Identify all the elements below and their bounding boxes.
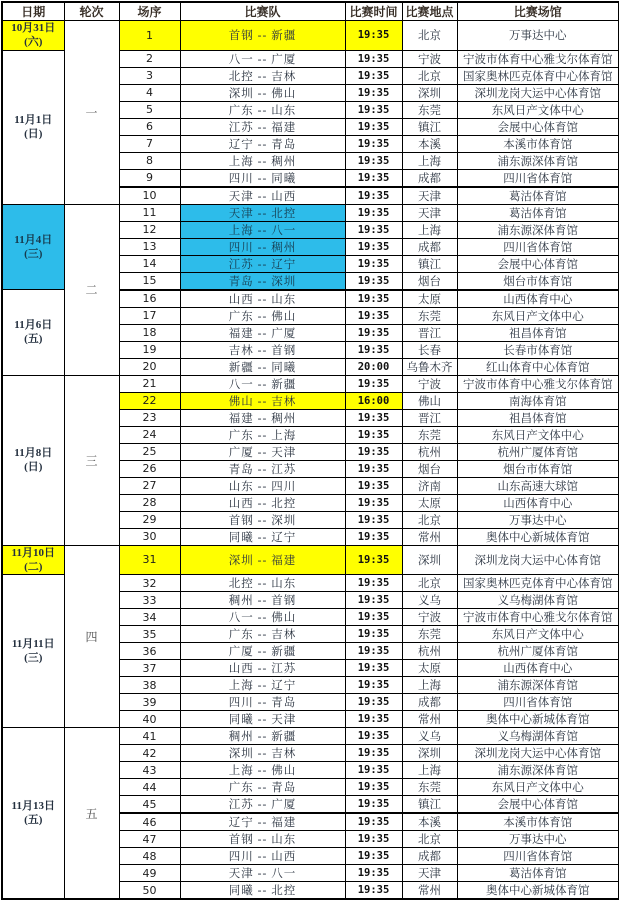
cell-time: 19:35 [345, 609, 402, 626]
cell-time: 19:35 [345, 575, 402, 592]
cell-teams: 江苏 -- 辽宁 [180, 255, 345, 272]
cell-time: 19:35 [345, 711, 402, 728]
cell-venue: 烟台市体育馆 [457, 460, 619, 477]
cell-teams: 深圳 -- 福建 [180, 545, 345, 575]
cell-seq: 46 [119, 813, 180, 831]
header-venue: 比赛场馆 [457, 2, 619, 21]
cell-time: 19:35 [345, 187, 402, 205]
cell-seq: 47 [119, 831, 180, 848]
cell-date [2, 375, 64, 545]
date-label: 11月1日 [14, 113, 53, 126]
table-row [2, 728, 619, 745]
cell-time: 19:35 [345, 118, 402, 135]
cell-seq: 4 [119, 84, 180, 101]
cell-venue: 深圳龙岗大运中心体育馆 [457, 745, 619, 762]
cell-round: 一 [64, 21, 119, 205]
cell-seq: 1 [119, 21, 180, 51]
cell-time: 16:00 [345, 392, 402, 409]
cell-venue: 祖昌体育馆 [457, 324, 619, 341]
cell-seq: 5 [119, 101, 180, 118]
cell-teams: 八一 -- 佛山 [180, 609, 345, 626]
cell-time: 19:35 [345, 592, 402, 609]
cell-teams: 广东 -- 青岛 [180, 779, 345, 796]
cell-seq: 33 [119, 592, 180, 609]
cell-place: 成都 [402, 694, 457, 711]
date-weekday: (六) [24, 36, 43, 49]
cell-seq: 43 [119, 762, 180, 779]
cell-teams: 广东 -- 上海 [180, 426, 345, 443]
cell-time: 19:35 [345, 169, 402, 187]
cell-venue: 四川省体育馆 [457, 848, 619, 865]
cell-venue: 长春市体育馆 [457, 341, 619, 358]
cell-seq: 27 [119, 477, 180, 494]
cell-venue: 山西体育中心 [457, 290, 619, 308]
cell-teams: 广东 -- 佛山 [180, 307, 345, 324]
cell-time: 19:35 [345, 255, 402, 272]
cell-seq: 8 [119, 152, 180, 169]
cell-seq: 26 [119, 460, 180, 477]
cell-teams: 稠州 -- 首钢 [180, 592, 345, 609]
cell-seq: 40 [119, 711, 180, 728]
cell-venue: 义乌梅湖体育馆 [457, 592, 619, 609]
cell-venue: 祖昌体育馆 [457, 409, 619, 426]
cell-time: 19:35 [345, 511, 402, 528]
cell-teams: 八一 -- 新疆 [180, 375, 345, 392]
date-label: 10月31日 [11, 22, 56, 34]
cell-time: 19:35 [345, 660, 402, 677]
cell-time: 19:35 [345, 409, 402, 426]
cell-teams: 深圳 -- 佛山 [180, 84, 345, 101]
cell-time: 19:35 [345, 272, 402, 290]
cell-venue: 烟台市体育馆 [457, 272, 619, 290]
cell-place: 上海 [402, 221, 457, 238]
cell-teams: 天津 -- 八一 [180, 865, 345, 882]
cell-seq: 3 [119, 67, 180, 84]
cell-teams: 上海 -- 佛山 [180, 762, 345, 779]
cell-time: 19:35 [345, 677, 402, 694]
cell-teams: 四川 -- 稠州 [180, 238, 345, 255]
cell-seq: 49 [119, 865, 180, 882]
cell-place: 镇江 [402, 255, 457, 272]
cell-venue: 四川省体育馆 [457, 694, 619, 711]
cell-time: 19:35 [345, 745, 402, 762]
cell-round: 三 [64, 375, 119, 545]
date-weekday: (二) [24, 560, 43, 573]
cell-seq: 39 [119, 694, 180, 711]
cell-time: 19:35 [345, 728, 402, 745]
schedule-table [1, 1, 619, 900]
cell-teams: 四川 -- 山西 [180, 848, 345, 865]
cell-seq: 23 [119, 409, 180, 426]
date-label: 11月13日 [11, 799, 55, 812]
cell-place: 成都 [402, 238, 457, 255]
date-label: 11月6日 [14, 319, 53, 332]
table-row [2, 21, 619, 51]
cell-teams: 山东 -- 四川 [180, 477, 345, 494]
cell-venue: 浦东源深体育馆 [457, 762, 619, 779]
cell-teams: 北控 -- 吉林 [180, 67, 345, 84]
cell-seq: 45 [119, 796, 180, 814]
cell-time: 19:35 [345, 375, 402, 392]
cell-date [2, 50, 64, 204]
cell-time: 19:35 [345, 324, 402, 341]
cell-teams: 同曦 -- 辽宁 [180, 528, 345, 545]
cell-date [2, 290, 64, 376]
cell-place: 杭州 [402, 443, 457, 460]
cell-place: 上海 [402, 152, 457, 169]
cell-time: 19:35 [345, 101, 402, 118]
date-weekday: (日) [24, 461, 43, 474]
cell-time: 19:35 [345, 221, 402, 238]
cell-teams: 天津 -- 北控 [180, 204, 345, 221]
cell-seq: 9 [119, 169, 180, 187]
cell-venue: 国家奥林匹克体育中心体育馆 [457, 67, 619, 84]
cell-teams: 稠州 -- 新疆 [180, 728, 345, 745]
cell-place: 晋江 [402, 409, 457, 426]
cell-time: 19:35 [345, 643, 402, 660]
cell-venue: 红山体育中心体育馆 [457, 358, 619, 375]
cell-seq: 12 [119, 221, 180, 238]
cell-seq: 42 [119, 745, 180, 762]
header-round: 轮次 [64, 2, 119, 21]
cell-venue: 宁波市体育中心雅戈尔体育馆 [457, 609, 619, 626]
cell-seq: 28 [119, 494, 180, 511]
cell-seq: 32 [119, 575, 180, 592]
cell-round: 四 [64, 545, 119, 728]
cell-teams: 广厦 -- 天津 [180, 443, 345, 460]
cell-seq: 30 [119, 528, 180, 545]
cell-place: 东莞 [402, 101, 457, 118]
table-row [2, 545, 619, 575]
cell-seq: 6 [119, 118, 180, 135]
cell-place: 东莞 [402, 626, 457, 643]
cell-place: 常州 [402, 711, 457, 728]
cell-date [2, 204, 64, 290]
cell-place: 东莞 [402, 307, 457, 324]
cell-teams: 辽宁 -- 青岛 [180, 135, 345, 152]
cell-venue: 万事达中心 [457, 831, 619, 848]
cell-teams: 四川 -- 同曦 [180, 169, 345, 187]
cell-seq: 36 [119, 643, 180, 660]
cell-teams: 青岛 -- 深圳 [180, 272, 345, 290]
cell-venue: 深圳龙岗大运中心体育馆 [457, 84, 619, 101]
cell-place: 太原 [402, 660, 457, 677]
cell-place: 烟台 [402, 272, 457, 290]
cell-place: 宁波 [402, 50, 457, 67]
cell-seq: 34 [119, 609, 180, 626]
cell-seq: 2 [119, 50, 180, 67]
cell-teams: 广东 -- 吉林 [180, 626, 345, 643]
cell-place: 长春 [402, 341, 457, 358]
cell-seq: 15 [119, 272, 180, 290]
cell-place: 太原 [402, 290, 457, 308]
cell-venue: 葛沽体育馆 [457, 204, 619, 221]
cell-time: 19:35 [345, 460, 402, 477]
cell-place: 深圳 [402, 84, 457, 101]
date-label: 11月4日 [14, 233, 53, 246]
cell-place: 常州 [402, 528, 457, 545]
header-time: 比赛时间 [345, 2, 402, 21]
cell-place: 北京 [402, 67, 457, 84]
cell-seq: 44 [119, 779, 180, 796]
header-row [2, 2, 619, 21]
cell-teams: 青岛 -- 江苏 [180, 460, 345, 477]
cell-teams: 佛山 -- 吉林 [180, 392, 345, 409]
header-seq: 场序 [119, 2, 180, 21]
cell-date [2, 21, 64, 51]
cell-venue: 本溪市体育馆 [457, 813, 619, 831]
cell-venue: 奥体中心新城体育馆 [457, 711, 619, 728]
cell-time: 19:35 [345, 21, 402, 51]
cell-venue: 山西体育中心 [457, 660, 619, 677]
cell-time: 19:35 [345, 204, 402, 221]
cell-teams: 深圳 -- 吉林 [180, 745, 345, 762]
cell-venue: 东风日产文体中心 [457, 307, 619, 324]
cell-teams: 江苏 -- 广厦 [180, 796, 345, 814]
cell-venue: 浦东源深体育馆 [457, 152, 619, 169]
cell-venue: 四川省体育馆 [457, 169, 619, 187]
cell-time: 19:35 [345, 796, 402, 814]
cell-time: 19:35 [345, 831, 402, 848]
cell-seq: 38 [119, 677, 180, 694]
cell-seq: 50 [119, 882, 180, 900]
cell-venue: 葛沽体育馆 [457, 187, 619, 205]
cell-time: 19:35 [345, 528, 402, 545]
cell-venue: 深圳龙岗大运中心体育馆 [457, 545, 619, 575]
cell-teams: 福建 -- 稠州 [180, 409, 345, 426]
cell-teams: 新疆 -- 同曦 [180, 358, 345, 375]
date-label: 11月8日 [14, 446, 53, 459]
cell-time: 19:35 [345, 882, 402, 900]
cell-venue: 义乌梅湖体育馆 [457, 728, 619, 745]
cell-round: 二 [64, 204, 119, 375]
cell-seq: 48 [119, 848, 180, 865]
cell-place: 杭州 [402, 643, 457, 660]
date-weekday: (日) [24, 128, 43, 141]
cell-date [2, 575, 64, 728]
cell-place: 镇江 [402, 796, 457, 814]
cell-time: 19:35 [345, 779, 402, 796]
cell-seq: 18 [119, 324, 180, 341]
cell-time: 19:35 [345, 426, 402, 443]
cell-venue: 杭州广厦体育馆 [457, 443, 619, 460]
date-weekday: (三) [24, 652, 43, 665]
cell-venue: 四川省体育馆 [457, 238, 619, 255]
header-date: 日期 [2, 2, 64, 21]
cell-seq: 21 [119, 375, 180, 392]
cell-teams: 同曦 -- 北控 [180, 882, 345, 900]
cell-time: 19:35 [345, 813, 402, 831]
cell-seq: 11 [119, 204, 180, 221]
cell-seq: 19 [119, 341, 180, 358]
cell-place: 上海 [402, 762, 457, 779]
cell-teams: 山西 -- 山东 [180, 290, 345, 308]
cell-place: 成都 [402, 848, 457, 865]
cell-seq: 35 [119, 626, 180, 643]
cell-venue: 奥体中心新城体育馆 [457, 882, 619, 900]
cell-teams: 首钢 -- 新疆 [180, 21, 345, 51]
cell-teams: 山西 -- 北控 [180, 494, 345, 511]
cell-place: 北京 [402, 831, 457, 848]
cell-place: 天津 [402, 204, 457, 221]
cell-teams: 同曦 -- 天津 [180, 711, 345, 728]
cell-venue: 浦东源深体育馆 [457, 221, 619, 238]
cell-place: 晋江 [402, 324, 457, 341]
cell-place: 北京 [402, 575, 457, 592]
cell-seq: 10 [119, 187, 180, 205]
cell-teams: 广厦 -- 新疆 [180, 643, 345, 660]
cell-place: 天津 [402, 187, 457, 205]
cell-venue: 东风日产文体中心 [457, 779, 619, 796]
cell-seq: 41 [119, 728, 180, 745]
cell-place: 义乌 [402, 728, 457, 745]
cell-venue: 南海体育馆 [457, 392, 619, 409]
cell-round: 五 [64, 728, 119, 900]
cell-time: 19:35 [345, 135, 402, 152]
date-weekday: (五) [24, 814, 43, 827]
schedule-body [2, 21, 619, 900]
cell-teams: 山西 -- 江苏 [180, 660, 345, 677]
cell-seq: 25 [119, 443, 180, 460]
cell-date [2, 728, 64, 900]
cell-teams: 江苏 -- 福建 [180, 118, 345, 135]
cell-seq: 7 [119, 135, 180, 152]
cell-time: 20:00 [345, 358, 402, 375]
cell-venue: 会展中心体育馆 [457, 796, 619, 814]
cell-place: 天津 [402, 865, 457, 882]
cell-teams: 上海 -- 八一 [180, 221, 345, 238]
cell-teams: 首钢 -- 山东 [180, 831, 345, 848]
cell-place: 本溪 [402, 813, 457, 831]
date-weekday: (五) [24, 333, 43, 346]
cell-teams: 北控 -- 山东 [180, 575, 345, 592]
cell-time: 19:35 [345, 307, 402, 324]
cell-place: 宁波 [402, 375, 457, 392]
cell-place: 成都 [402, 169, 457, 187]
cell-seq: 37 [119, 660, 180, 677]
cell-seq: 29 [119, 511, 180, 528]
cell-time: 19:35 [345, 494, 402, 511]
cell-place: 宁波 [402, 609, 457, 626]
cell-venue: 浦东源深体育馆 [457, 677, 619, 694]
cell-venue: 会展中心体育馆 [457, 118, 619, 135]
date-label: 11月10日 [11, 546, 55, 559]
cell-place: 乌鲁木齐 [402, 358, 457, 375]
cell-teams: 上海 -- 辽宁 [180, 677, 345, 694]
cell-venue: 万事达中心 [457, 21, 619, 51]
table-row [2, 204, 619, 221]
header-place: 比赛地点 [402, 2, 457, 21]
cell-place: 上海 [402, 677, 457, 694]
cell-time: 19:35 [345, 762, 402, 779]
cell-seq: 22 [119, 392, 180, 409]
cell-venue: 东风日产文体中心 [457, 626, 619, 643]
cell-seq: 17 [119, 307, 180, 324]
cell-time: 19:35 [345, 477, 402, 494]
cell-time: 19:35 [345, 341, 402, 358]
cell-seq: 20 [119, 358, 180, 375]
cell-place: 东莞 [402, 779, 457, 796]
cell-teams: 八一 -- 广厦 [180, 50, 345, 67]
cell-teams: 上海 -- 稠州 [180, 152, 345, 169]
cell-seq: 31 [119, 545, 180, 575]
table-row [2, 375, 619, 392]
cell-time: 19:35 [345, 50, 402, 67]
cell-teams: 辽宁 -- 福建 [180, 813, 345, 831]
header-teams: 比赛队 [180, 2, 345, 21]
cell-venue: 宁波市体育中心雅戈尔体育馆 [457, 50, 619, 67]
cell-venue: 奥体中心新城体育馆 [457, 528, 619, 545]
cell-venue: 山东高速大球馆 [457, 477, 619, 494]
cell-time: 19:35 [345, 84, 402, 101]
date-label: 11月11日 [11, 637, 55, 650]
cell-seq: 13 [119, 238, 180, 255]
cell-place: 佛山 [402, 392, 457, 409]
cell-teams: 吉林 -- 首钢 [180, 341, 345, 358]
cell-place: 北京 [402, 511, 457, 528]
cell-place: 东莞 [402, 426, 457, 443]
cell-seq: 14 [119, 255, 180, 272]
cell-teams: 福建 -- 广厦 [180, 324, 345, 341]
cell-teams: 天津 -- 山西 [180, 187, 345, 205]
cell-venue: 东风日产文体中心 [457, 101, 619, 118]
cell-date [2, 545, 64, 575]
cell-place: 义乌 [402, 592, 457, 609]
cell-venue: 宁波市体育中心雅戈尔体育馆 [457, 375, 619, 392]
cell-time: 19:35 [345, 626, 402, 643]
cell-place: 烟台 [402, 460, 457, 477]
cell-venue: 山西体育中心 [457, 494, 619, 511]
cell-teams: 广东 -- 山东 [180, 101, 345, 118]
cell-place: 常州 [402, 882, 457, 900]
cell-place: 深圳 [402, 545, 457, 575]
cell-venue: 东风日产文体中心 [457, 426, 619, 443]
cell-time: 19:35 [345, 238, 402, 255]
cell-time: 19:35 [345, 443, 402, 460]
cell-place: 深圳 [402, 745, 457, 762]
cell-venue: 国家奥林匹克体育中心体育馆 [457, 575, 619, 592]
cell-place: 北京 [402, 21, 457, 51]
cell-time: 19:35 [345, 290, 402, 308]
cell-time: 19:35 [345, 865, 402, 882]
cell-time: 19:35 [345, 848, 402, 865]
cell-time: 19:35 [345, 152, 402, 169]
cell-place: 济南 [402, 477, 457, 494]
cell-time: 19:35 [345, 545, 402, 575]
cell-venue: 本溪市体育馆 [457, 135, 619, 152]
date-weekday: (三) [24, 247, 43, 260]
cell-teams: 四川 -- 青岛 [180, 694, 345, 711]
cell-seq: 16 [119, 290, 180, 308]
cell-seq: 24 [119, 426, 180, 443]
cell-place: 本溪 [402, 135, 457, 152]
cell-venue: 万事达中心 [457, 511, 619, 528]
cell-venue: 葛沽体育馆 [457, 865, 619, 882]
cell-place: 太原 [402, 494, 457, 511]
cell-venue: 杭州广厦体育馆 [457, 643, 619, 660]
cell-teams: 首钢 -- 深圳 [180, 511, 345, 528]
cell-time: 19:35 [345, 694, 402, 711]
cell-time: 19:35 [345, 67, 402, 84]
table-header [2, 2, 619, 21]
cell-place: 镇江 [402, 118, 457, 135]
cell-venue: 会展中心体育馆 [457, 255, 619, 272]
